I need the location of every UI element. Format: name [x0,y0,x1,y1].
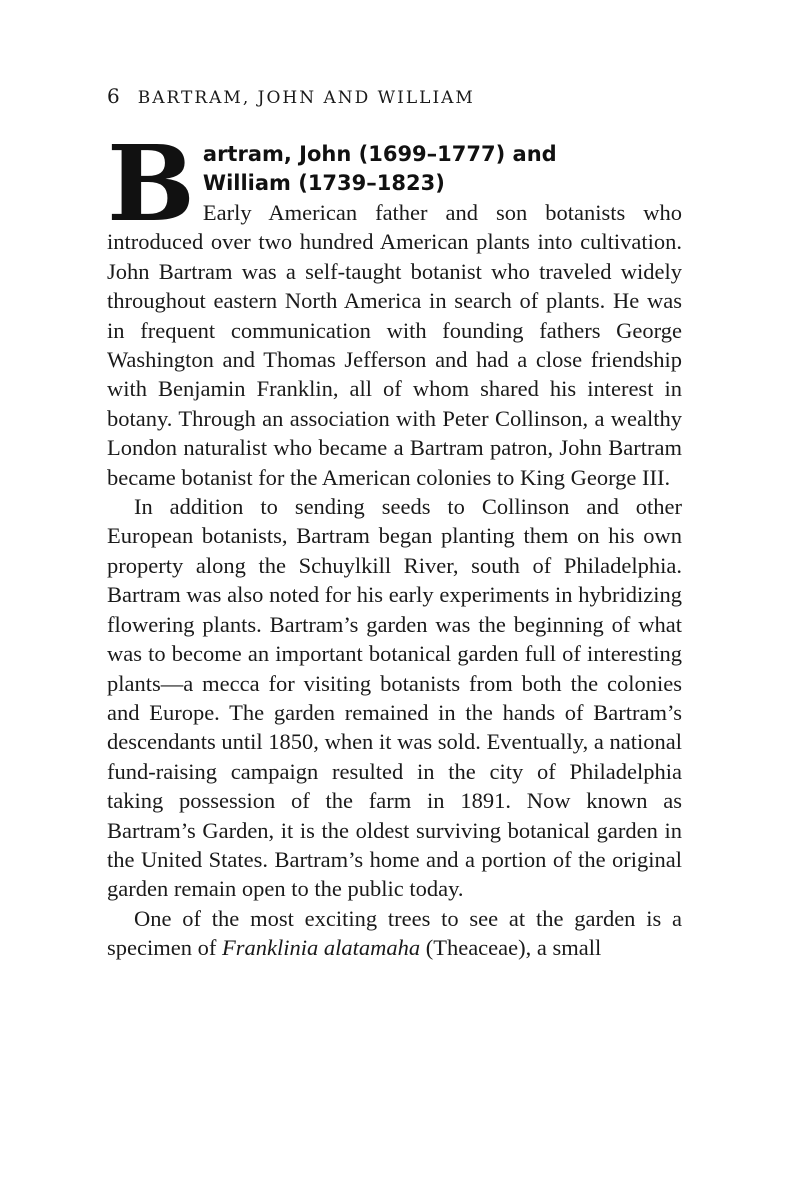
paragraph-1: Early American father and son botanists who introduced over two hundred American plants into cultivation. John Bartram was a self-taught botanist who traveled widely throughout eastern North America in search of plants. He was in frequent communication with founding fathers George Washington and Thomas Jefferson and had a close friendship with Benjamin Franklin, all of whom shared his interest in botany. Through an association with Peter Collinson, a wealthy London naturalist who became a Bartram patron, John Bartram became botanist for the American colonies to King George III. [107,200,682,490]
headword-line-2: William (1739–1823) [202,171,445,195]
paragraph-3-lead: One of the most exciting trees to see at the garden is a specimen of [107,905,682,961]
page-number: 6 [107,84,120,108]
entry-body [107,198,682,963]
encyclopedia-entry [107,122,682,963]
headword-line-1: artram, John (1699–1777) and [202,142,557,166]
paragraph-2: In addition to sending seeds to Collinson and other European botanists, Bartram began planting them on his own property along the Schuylkill River, south of Philadelphia. Bartram was also noted for his early experiments in hybridizing flowering plants. Bartram’s garden was the beginning of what was to become an important botanical garden full of interesting plants—a mecca for visiting botanists from both the colonies and Europe. The garden remained in the hands of Bartram’s descendants until 1850, when it was sold. Eventually, a national fund-raising campaign resulted in the city of Philadelphia taking possession of the farm in 1891. Now known as Bartram’s Garden, it is the oldest surviving botanical garden in the United States. Bartram’s home and a portion of the original garden remain open to the public today. [107,494,682,902]
species-name: Franklinia alatamaha [221,935,421,961]
drop-cap: B [107,122,195,245]
paragraph-3-tail: (Theaceae), a small [420,935,602,961]
paragraph-3 [107,904,682,963]
running-head [107,84,475,108]
running-head-title: BARTRAM, JOHN AND WILLIAM [137,88,475,108]
